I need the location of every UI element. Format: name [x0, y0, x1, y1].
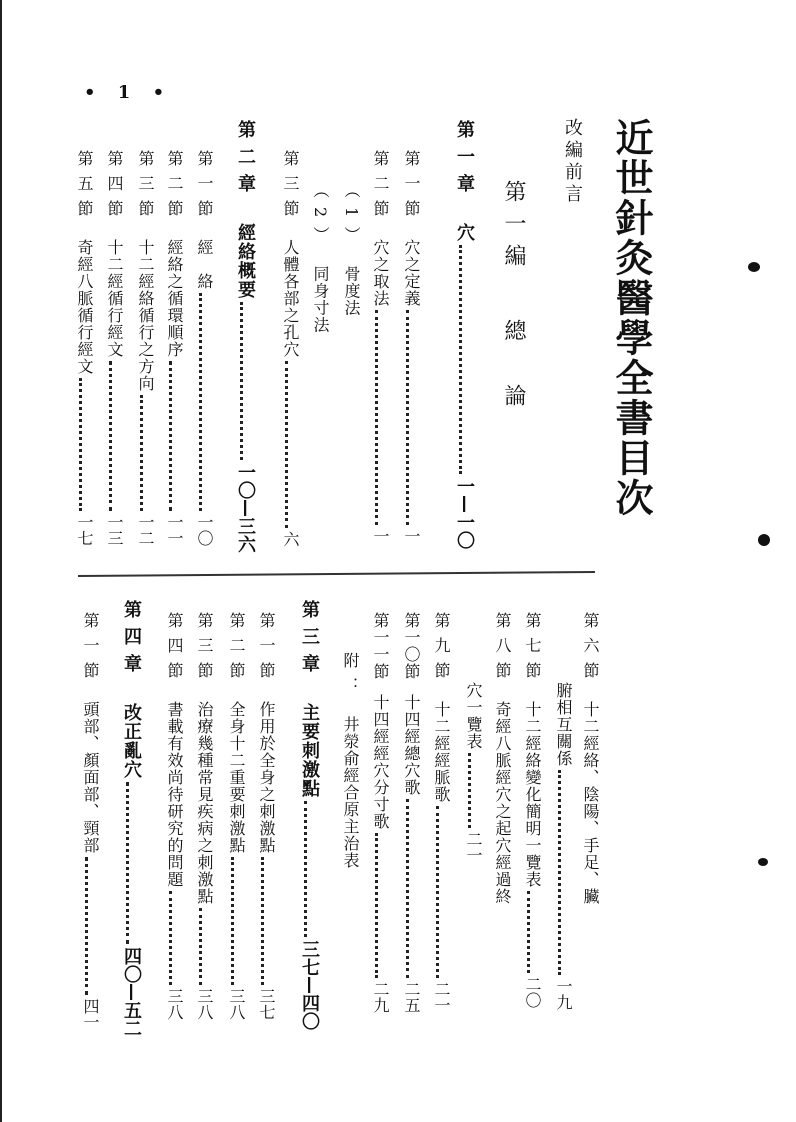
page-number: • 1 •: [84, 82, 173, 103]
part-label: 第一編: [501, 180, 526, 276]
toc-entry-ch1s3[interactable]: [282, 150, 298, 547]
page-ref: 二五: [402, 981, 421, 1013]
entry-label: 第二章: [235, 120, 256, 201]
page-ref: 二一: [432, 981, 451, 1013]
page-ref: 一〇: [195, 514, 214, 546]
page-ref: 一—一〇: [454, 477, 475, 549]
toc-entry-ch3s2[interactable]: [228, 612, 244, 1020]
entry-label: 第四節: [105, 150, 124, 225]
page-ref: 三八: [227, 988, 246, 1020]
entry-title: 十二經絡循行之方向: [136, 239, 155, 392]
dot-leader: [126, 782, 129, 944]
entry-title: 全身十二重要刺激點: [227, 701, 246, 854]
page-ref: 二一: [464, 831, 483, 863]
toc-entry-ch2[interactable]: [236, 120, 254, 553]
page-ref: 三七: [257, 988, 276, 1020]
page-ref: 四〇—五二: [121, 947, 142, 1037]
entry-title: 主要刺激點: [299, 703, 320, 798]
dot-leader: [304, 801, 307, 937]
page-ref: 六: [281, 531, 300, 547]
dot-leader: [459, 245, 462, 474]
toc-entry-ch3[interactable]: [300, 600, 318, 1030]
dot-leader: [169, 361, 172, 511]
entry-title: 經絡之循環順序: [165, 239, 184, 358]
dot-leader: [375, 833, 378, 978]
toc-entry-ch2s4[interactable]: [106, 150, 122, 546]
entry-title: 十二經絡變化簡明一覽表: [523, 701, 542, 888]
entry-label: 第八節: [493, 612, 512, 687]
toc-entry-ch2s10[interactable]: [403, 612, 419, 1013]
part-title: [502, 180, 524, 442]
toc-entry-ch2s7[interactable]: [524, 612, 540, 1008]
entry-title: 治療幾種常見疾病之刺激點: [195, 701, 214, 905]
dot-leader: [375, 310, 378, 525]
entry-label: 第一一節: [371, 612, 390, 680]
page-title: 近世針灸醫學全書目次: [609, 118, 653, 518]
dot-leader: [85, 857, 88, 995]
ink-speck: [758, 534, 770, 546]
dot-leader: [140, 395, 143, 511]
entry-title: 奇經八脈循行經文: [75, 239, 94, 375]
entry-label: 第一節: [402, 150, 421, 225]
toc-entry-ch2s11[interactable]: [372, 612, 388, 1013]
entry-label: 第一〇節: [402, 612, 421, 680]
entry-label: 第一節: [257, 612, 276, 687]
part-name-2: 論: [501, 384, 526, 406]
toc-entry-ch3s4[interactable]: [166, 612, 182, 1020]
page-ref: 一三: [105, 514, 124, 546]
entry-title: 頭部、顏面部、頸部: [81, 701, 100, 854]
entry-title: 穴: [454, 223, 475, 242]
entry-title: 腑相互關係: [554, 682, 573, 767]
toc-entry-ch2s5[interactable]: [76, 150, 92, 546]
dot-leader: [199, 908, 202, 985]
entry-label: 附：: [341, 652, 360, 702]
toc-entry-ch3s1[interactable]: [258, 612, 274, 1020]
page-ref: 三八: [165, 988, 184, 1020]
entry-label: （2）: [311, 182, 330, 252]
entry-label: 第一節: [195, 150, 214, 225]
entry-title: 穴之取法: [371, 239, 390, 307]
entry-label: 第二節: [165, 150, 184, 225]
toc-entry-ch2s6[interactable]: [582, 612, 598, 905]
entry-title: 穴之定義: [402, 239, 421, 307]
dot-leader: [231, 857, 234, 985]
toc-entry-ch1[interactable]: [455, 120, 473, 549]
dot-leader: [261, 857, 264, 985]
entry-label: 第三章: [299, 600, 320, 681]
page-ref: 二〇: [523, 976, 542, 1008]
toc-entry-ch2s6c[interactable]: [555, 682, 571, 1010]
toc-entry-ch1s2a[interactable]: [343, 182, 359, 316]
page-ref: 一: [371, 528, 390, 544]
toc-entry-ch4s1[interactable]: [82, 612, 98, 1030]
page-ref: 一七: [75, 514, 94, 546]
dot-leader: [169, 891, 172, 985]
entry-label: 第四節: [165, 612, 184, 687]
entry-label: 第七節: [523, 612, 542, 687]
page-ref: 一: [402, 528, 421, 544]
toc-entry-ch2app[interactable]: [342, 652, 358, 869]
dot-leader: [240, 302, 243, 460]
toc-entry-ch2s8[interactable]: [494, 612, 510, 905]
page-edge: [0, 0, 2, 1122]
toc-entry-ch2s8c[interactable]: [465, 682, 481, 863]
entry-label: 第二節: [371, 150, 390, 225]
toc-entry-ch2s1[interactable]: [196, 150, 212, 546]
page-ref: 一〇—三六: [235, 463, 256, 553]
entry-title: 十四經總穴歌: [402, 694, 421, 796]
entry-title: 改正亂穴: [121, 703, 142, 779]
entry-label: （1）: [342, 182, 361, 252]
part-name-1: 總: [501, 319, 526, 341]
page-ref: 四一: [81, 998, 100, 1030]
dot-leader: [468, 753, 471, 828]
preface-link[interactable]: 改編前言: [562, 118, 583, 206]
dot-leader: [79, 378, 82, 511]
entry-label: 第一節: [81, 612, 100, 687]
entry-title: 經絡概要: [235, 223, 256, 299]
entry-title: 骨度法: [342, 265, 361, 317]
entry-title: 人體各部之孔穴: [281, 239, 300, 358]
dot-leader: [527, 891, 530, 973]
entry-title: 作用於全身之刺激點: [257, 701, 276, 854]
entry-label: 第二節: [227, 612, 246, 687]
toc-entry-ch1s2b[interactable]: [312, 182, 328, 333]
entry-title: 十二經絡、陰陽、手足、臟: [581, 701, 600, 905]
ink-speck: [758, 858, 768, 866]
entry-title: 穴一覽表: [464, 682, 483, 750]
toc-entry-ch2s2[interactable]: [166, 150, 182, 546]
entry-title: 經 絡: [195, 239, 214, 290]
toc-entry-ch3s3[interactable]: [196, 612, 212, 1020]
dot-leader: [285, 361, 288, 528]
entry-title: 同身寸法: [311, 265, 330, 334]
entry-label: 第六節: [581, 612, 600, 687]
dot-leader: [558, 770, 561, 975]
dot-leader: [109, 361, 112, 511]
page-ref: 一一: [165, 514, 184, 546]
page-ref: 一二: [136, 514, 155, 546]
toc-entry-ch2s3[interactable]: [137, 150, 153, 546]
dot-leader: [436, 806, 439, 978]
entry-label: 第五節: [75, 150, 94, 225]
page-ref: 三七—四〇: [299, 940, 320, 1030]
entry-label: 第一章: [454, 120, 475, 201]
entry-title: 十二經經脈歌: [432, 701, 451, 803]
entry-label: 第三節: [136, 150, 155, 225]
dot-leader: [199, 293, 202, 511]
page-ref: 二九: [371, 981, 390, 1013]
dot-leader: [406, 310, 409, 525]
entry-title: 奇經八脈經穴之起穴經過終: [493, 701, 512, 905]
entry-label: 第九節: [432, 612, 451, 687]
entry-label: 第三節: [281, 150, 300, 225]
entry-title: 十二經循行經文: [105, 239, 124, 358]
entry-label: 第四章: [121, 600, 142, 681]
entry-title: 井滎俞經合原主治表: [341, 716, 360, 869]
entry-title: 書載有效尚待研究的問題: [165, 701, 184, 888]
entry-label: 第三節: [195, 612, 214, 687]
toc-entry-ch1s1[interactable]: [403, 150, 419, 544]
toc-entry-ch2s9[interactable]: [433, 612, 449, 1013]
page-ref: 一九: [554, 978, 573, 1010]
page-ref: 三八: [195, 988, 214, 1020]
toc-entry-ch1s2[interactable]: [372, 150, 388, 544]
entry-title: 十四經經穴分寸歌: [371, 694, 390, 830]
section-divider: [78, 571, 595, 577]
ink-speck: [748, 262, 760, 272]
dot-leader: [406, 799, 409, 978]
toc-entry-ch4[interactable]: [122, 600, 140, 1037]
